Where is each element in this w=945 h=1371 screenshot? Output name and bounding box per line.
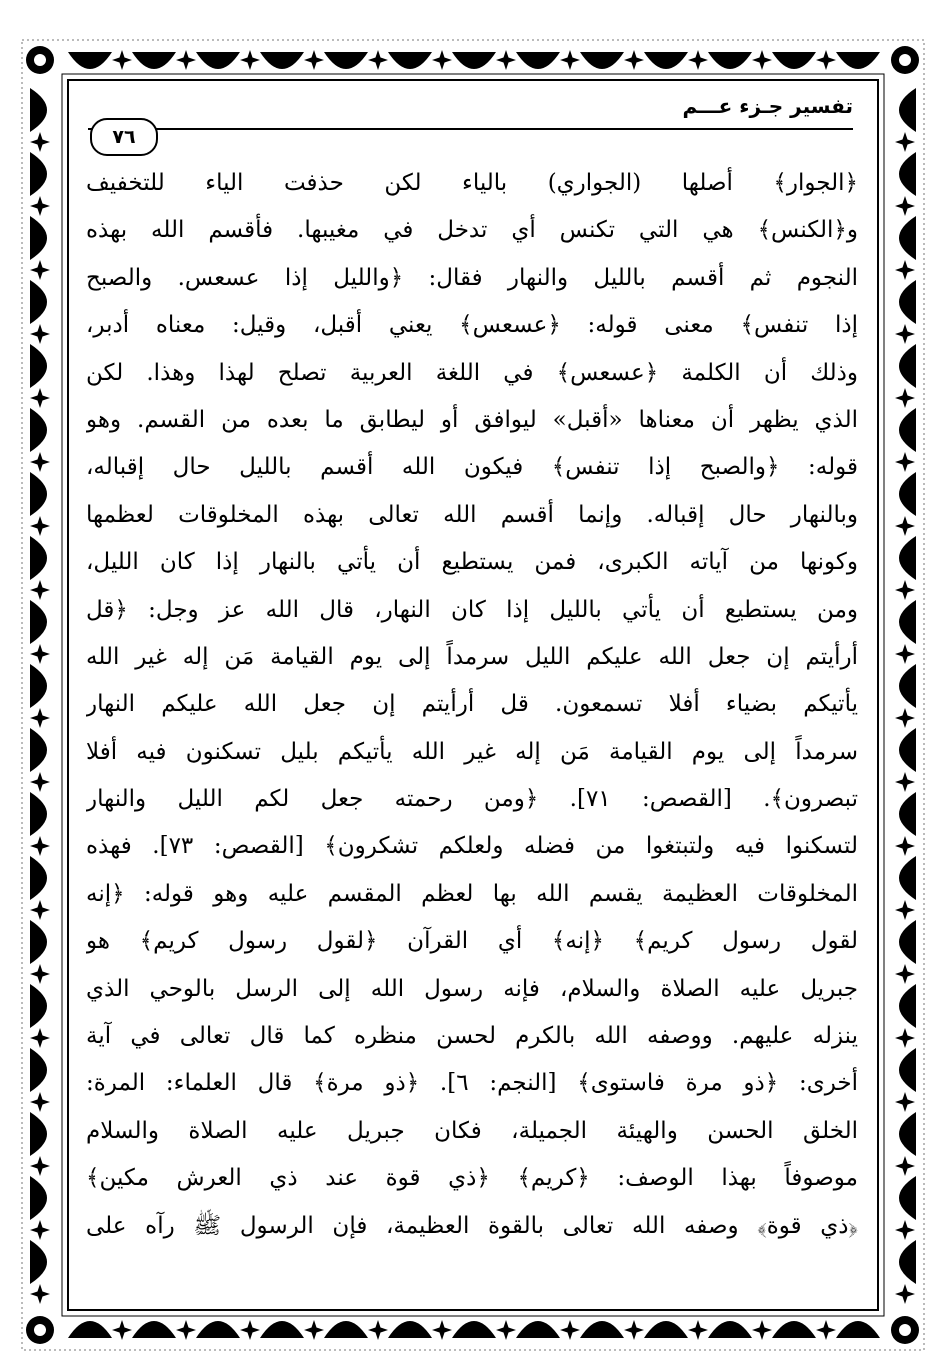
corner-ornament-center: [899, 1324, 911, 1336]
star-ornament: [30, 1092, 50, 1112]
star-ornament: [895, 580, 915, 600]
star-ornament: [688, 1320, 708, 1340]
text-line: النجوم ثم أقسم بالليل والنهار فقال: ﴿والليل إذا عسعس. والصبح: [86, 264, 858, 291]
star-ornament: [30, 708, 50, 728]
lobe-ornament: [30, 344, 47, 388]
star-ornament: [30, 324, 50, 344]
star-ornament: [895, 196, 915, 216]
star-ornament: [496, 1320, 516, 1340]
star-ornament: [752, 50, 772, 70]
star-ornament: [895, 1028, 915, 1048]
lobe-ornament: [708, 52, 752, 69]
lobe-ornament: [196, 52, 240, 69]
lobe-ornament: [388, 52, 432, 69]
lobe-ornament: [899, 472, 916, 516]
lobe-ornament: [516, 52, 560, 69]
corner-ornament-center: [34, 1324, 46, 1336]
star-ornament: [368, 50, 388, 70]
lobe-ornament: [899, 1240, 916, 1284]
lobe-ornament: [30, 920, 47, 964]
lobe-ornament: [30, 408, 47, 452]
lobe-ornament: [30, 728, 47, 772]
lobe-ornament: [899, 920, 916, 964]
lobe-ornament: [899, 1048, 916, 1092]
page-header: [88, 94, 853, 124]
text-line: وذلك أن الكلمة ﴿عسعس﴾ في اللغة العربية تصلح لهذا وهذا. لكن: [86, 359, 858, 386]
lobe-ornament: [899, 664, 916, 708]
star-ornament: [895, 644, 915, 664]
lobe-ornament: [516, 1321, 560, 1338]
lobe-ornament: [30, 856, 47, 900]
lobe-ornament: [899, 1176, 916, 1220]
lobe-ornament: [260, 52, 304, 69]
text-line: تبصرون﴾. [القصص: ٧١]. ﴿ومن رحمته جعل لكم الليل والنهار: [86, 786, 858, 813]
star-ornament: [30, 836, 50, 856]
star-ornament: [624, 50, 644, 70]
lobe-ornament: [899, 984, 916, 1028]
text-line: سرمداً إلى يوم القيامة مَن إله غير الله يأتيكم بليل تسكنون فيه أفلا: [86, 738, 858, 765]
star-ornament: [176, 50, 196, 70]
star-ornament: [560, 50, 580, 70]
star-ornament: [895, 708, 915, 728]
star-ornament: [30, 900, 50, 920]
text-line: موصوفاً بهذا الوصف: ﴿كريم﴾ ﴿ذي قوة عند ذي العرش مكين﴾: [86, 1165, 858, 1192]
star-ornament: [304, 50, 324, 70]
lobe-ornament: [452, 52, 496, 69]
star-ornament: [895, 772, 915, 792]
lobe-ornament: [30, 88, 47, 132]
lobe-ornament: [30, 792, 47, 836]
star-ornament: [30, 1284, 50, 1304]
lobe-ornament: [644, 1321, 688, 1338]
text-line: يأتيكم بضياء أفلا تسمعون. قل أرأيتم إن جعل الله عليكم النهار: [86, 691, 858, 718]
star-ornament: [30, 964, 50, 984]
lobe-ornament: [899, 216, 916, 260]
lobe-ornament: [836, 1321, 880, 1338]
star-ornament: [30, 388, 50, 408]
star-ornament: [240, 1320, 260, 1340]
lobe-ornament: [260, 1321, 304, 1338]
text-line: أخرى: ﴿ذو مرة فاستوى﴾ [النجم: ٦]. ﴿ذو مرة﴾ قال العلماء: المرة:: [86, 1070, 858, 1097]
lobe-ornament: [30, 984, 47, 1028]
text-line: جبريل عليه الصلاة والسلام، فإنه رسول الله إلى الرسل بالوحي الذي: [86, 975, 858, 1002]
lobe-ornament: [30, 472, 47, 516]
lobe-ornament: [196, 1321, 240, 1338]
lobe-ornament: [899, 344, 916, 388]
lobe-ornament: [324, 1321, 368, 1338]
text-line: و﴿الكنس﴾ هي التي تكنس أي تدخل في مغيبها. فأقسم الله بهذه: [86, 217, 858, 244]
lobe-ornament: [30, 1176, 47, 1220]
text-line: أرأيتم إن جعل الله عليكم الليل سرمداً إلى يوم القيامة مَن إله غير الله: [86, 643, 858, 670]
star-ornament: [30, 196, 50, 216]
lobe-ornament: [388, 1321, 432, 1338]
lobe-ornament: [772, 52, 816, 69]
lobe-ornament: [644, 52, 688, 69]
star-ornament: [688, 50, 708, 70]
text-line: الذي يظهر أن معناها «أقبل» ليوافق أو ليطابق ما بعده من القسم. وهو: [86, 406, 858, 433]
lobe-ornament: [899, 600, 916, 644]
star-ornament: [30, 772, 50, 792]
star-ornament: [304, 1320, 324, 1340]
lobe-ornament: [30, 1048, 47, 1092]
star-ornament: [895, 132, 915, 152]
star-ornament: [30, 1220, 50, 1240]
star-ornament: [895, 324, 915, 344]
star-ornament: [624, 1320, 644, 1340]
lobe-ornament: [899, 408, 916, 452]
text-line: الخلق الحسن والهيئة الجميلة، فكان جبريل عليه الصلاة والسلام: [86, 1117, 858, 1144]
star-ornament: [368, 1320, 388, 1340]
text-line: لقول رسول كريم﴾ ﴿إنه﴾ أي القرآن ﴿لقول رسول كريم﴾ هو: [86, 928, 858, 955]
star-ornament: [30, 644, 50, 664]
star-ornament: [496, 50, 516, 70]
lobe-ornament: [30, 1112, 47, 1156]
star-ornament: [432, 1320, 452, 1340]
header-rule: [88, 128, 853, 130]
star-ornament: [895, 836, 915, 856]
star-ornament: [895, 1092, 915, 1112]
lobe-ornament: [899, 88, 916, 132]
lobe-ornament: [580, 52, 624, 69]
text-line: وكونها من آياته الكبرى، فمن يستطيع أن يأتي بالنهار إذا كان الليل،: [86, 549, 858, 576]
star-ornament: [895, 1220, 915, 1240]
lobe-ornament: [899, 280, 916, 324]
text-line: ﴿الجوار﴾ أصلها (الجواري) بالياء لكن حذفت الياء للتخفيف: [86, 170, 858, 196]
star-ornament: [30, 1156, 50, 1176]
star-ornament: [30, 132, 50, 152]
lobe-ornament: [30, 152, 47, 196]
text-line: ﴿ذي قوة﴾ وصفه الله تعالى بالقوة العظيمة، فإن الرسول ﷺ رآه على: [86, 1212, 858, 1239]
star-ornament: [112, 50, 132, 70]
text-line: وبالنهار حال إقباله. وإنما أقسم الله تعالى بهذه المخلوقات لعظمها: [86, 501, 858, 528]
lobe-ornament: [30, 536, 47, 580]
text-line: لتسكنوا فيه ولتبتغوا من فضله ولعلكم تشكرون﴾ [القصص: ٧٣]. فهذه: [86, 833, 858, 860]
text-line: ومن يستطيع أن يأتي بالليل إذا كان النهار، قال الله عز وجل: ﴿قل: [86, 596, 858, 623]
lobe-ornament: [899, 856, 916, 900]
lobe-ornament: [899, 536, 916, 580]
star-ornament: [752, 1320, 772, 1340]
lobe-ornament: [899, 792, 916, 836]
lobe-ornament: [580, 1321, 624, 1338]
star-ornament: [816, 50, 836, 70]
star-ornament: [895, 964, 915, 984]
lobe-ornament: [132, 52, 176, 69]
lobe-ornament: [132, 1321, 176, 1338]
star-ornament: [560, 1320, 580, 1340]
lobe-ornament: [30, 664, 47, 708]
text-line: إذا تنفس﴾ معنى قوله: ﴿عسعس﴾ يعني أقبل، وقيل: معناه أدبر،: [86, 312, 858, 339]
lobe-ornament: [772, 1321, 816, 1338]
lobe-ornament: [708, 1321, 752, 1338]
lobe-ornament: [68, 52, 112, 69]
star-ornament: [112, 1320, 132, 1340]
star-ornament: [895, 516, 915, 536]
book-title: تفسير جـزء عـــم: [682, 94, 853, 118]
corner-ornament-center: [34, 54, 46, 66]
text-line: ينزله عليهم. ووصفه الله بالكرم لحسن منظره كما قال تعالى في آية: [86, 1023, 858, 1050]
lobe-ornament: [899, 152, 916, 196]
star-ornament: [895, 260, 915, 280]
star-ornament: [240, 50, 260, 70]
star-ornament: [30, 516, 50, 536]
star-ornament: [895, 1156, 915, 1176]
star-ornament: [432, 50, 452, 70]
page-number: ٧٦: [90, 118, 158, 156]
star-ornament: [816, 1320, 836, 1340]
star-ornament: [30, 580, 50, 600]
star-ornament: [895, 452, 915, 472]
corner-ornament-center: [899, 54, 911, 66]
star-ornament: [30, 260, 50, 280]
star-ornament: [895, 1284, 915, 1304]
lobe-ornament: [30, 1240, 47, 1284]
body-text: [86, 160, 858, 1250]
star-ornament: [895, 900, 915, 920]
lobe-ornament: [899, 1112, 916, 1156]
lobe-ornament: [899, 728, 916, 772]
lobe-ornament: [324, 52, 368, 69]
text-line: المخلوقات العظيمة يقسم الله بها لعظم المقسم عليه وهو قوله: ﴿إنه: [86, 880, 858, 907]
lobe-ornament: [30, 600, 47, 644]
lobe-ornament: [30, 280, 47, 324]
text-line: قوله: ﴿والصبح إذا تنفس﴾ فيكون الله أقسم بالليل حال إقباله،: [86, 454, 858, 481]
lobe-ornament: [30, 216, 47, 260]
star-ornament: [30, 452, 50, 472]
lobe-ornament: [452, 1321, 496, 1338]
lobe-ornament: [68, 1321, 112, 1338]
star-ornament: [30, 1028, 50, 1048]
lobe-ornament: [836, 52, 880, 69]
star-ornament: [176, 1320, 196, 1340]
star-ornament: [895, 388, 915, 408]
